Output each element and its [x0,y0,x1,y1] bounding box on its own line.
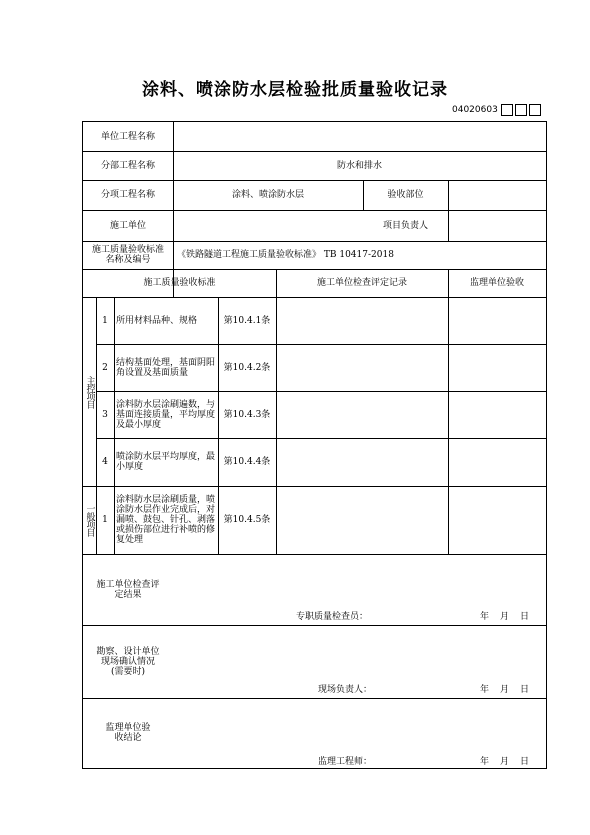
general-item-supervisor-record[interactable] [448,486,546,554]
main-item-clause: 第10.4.1条 [223,315,271,326]
supervisor-conclusion-label: 监理单位验收结论 [105,723,151,743]
unit-project-value[interactable] [173,122,546,151]
main-item-no: 1 [102,315,108,326]
contractor-result-label: 施工单位检查评定结果 [96,579,160,600]
main-item-no: 2 [102,362,108,373]
main-item-contractor-record[interactable] [276,438,448,486]
main-item-clause: 第10.4.3条 [223,409,271,420]
supervisor-date-month: 月 [500,757,510,767]
main-item-supervisor-record[interactable] [448,391,546,438]
contractor-date-month: 月 [500,612,510,622]
code-number: 04020603 [452,105,498,115]
col-supervisor-check: 监理单位验收 [469,278,524,288]
main-items-group-label: 主控项目 [84,375,95,408]
standard-value: 《铁路隧道工程施工质量验收标准》 TB 10417-2018 [177,250,394,260]
code-box-3[interactable] [529,104,541,116]
supervisor-signer-label: 监理工程师： [318,757,373,767]
main-item-text: 所用材料品种、规格 [116,315,198,326]
main-item-supervisor-record[interactable] [448,438,546,486]
design-confirmation-label: 勘察、设计单位现场确认情况(需要时) [96,646,160,677]
design-date-year: 年 [480,685,490,695]
general-item-clause: 第10.4.5条 [223,515,271,525]
project-manager-value[interactable] [448,210,546,241]
general-items-group-label: 一般项目 [84,504,95,536]
main-item-contractor-record[interactable] [276,297,448,344]
main-item-contractor-record[interactable] [276,391,448,438]
standard-label: 施工质量验收标准名称及编号 [91,245,164,265]
main-item-text: 结构基面处理，基面阴阳角设置及基面质量 [116,357,216,378]
general-item-no: 1 [102,515,108,525]
design-signer-label: 现场负责人： [318,685,373,695]
project-manager-label: 项目负责人 [382,220,428,231]
subdivision-value[interactable]: 涂料、喷涂防水层 [231,190,304,200]
code-box-2[interactable] [515,104,527,116]
main-item-supervisor-record[interactable] [448,297,546,344]
main-item-supervisor-record[interactable] [448,344,546,391]
supervisor-date-year: 年 [480,757,490,767]
main-item-text: 涂料防水层涂刷遍数，与基面连接质量，平均厚度及最小厚度 [116,399,216,430]
record-table [82,121,547,769]
col-contractor-check: 施工单位检查评定记录 [316,278,407,288]
contractor-date-year: 年 [480,612,490,622]
construction-unit-value[interactable] [173,210,363,241]
division-value[interactable]: 防水和排水 [336,160,382,171]
document-title: 涂料、喷涂防水层检验批质量验收记录 [142,80,448,100]
document-code [452,103,543,117]
general-item-contractor-record[interactable] [276,486,448,554]
main-item-clause: 第10.4.4条 [223,457,271,467]
general-item-text: 涂料防水层涂刷质量，喷涂防水层作业完成后，对漏喷、鼓包、针孔、剥落或损伤部位进行补喷的修复处理 [116,495,216,545]
contractor-signer-label: 专职质量检查员： [296,612,369,622]
main-item-no: 4 [102,457,108,467]
inspection-part-label: 验收部位 [387,190,424,200]
inspection-part-value[interactable] [448,180,546,210]
main-item-clause: 第10.4.2条 [223,362,271,373]
division-label: 分部工程名称 [100,160,155,171]
contractor-date-day: 日 [520,612,530,622]
subdivision-label: 分项工程名称 [100,190,155,200]
unit-project-label: 单位工程名称 [100,131,155,142]
col-standard: 施工质量验收标准 [143,278,216,288]
main-item-contractor-record[interactable] [276,344,448,391]
supervisor-date-day: 日 [520,757,530,767]
construction-unit-label: 施工单位 [109,220,146,231]
code-box-1[interactable] [501,104,513,116]
main-item-text: 喷涂防水层平均厚度，最小厚度 [116,452,216,472]
design-date-month: 月 [500,685,510,695]
main-item-no: 3 [102,409,108,420]
design-date-day: 日 [520,685,530,695]
